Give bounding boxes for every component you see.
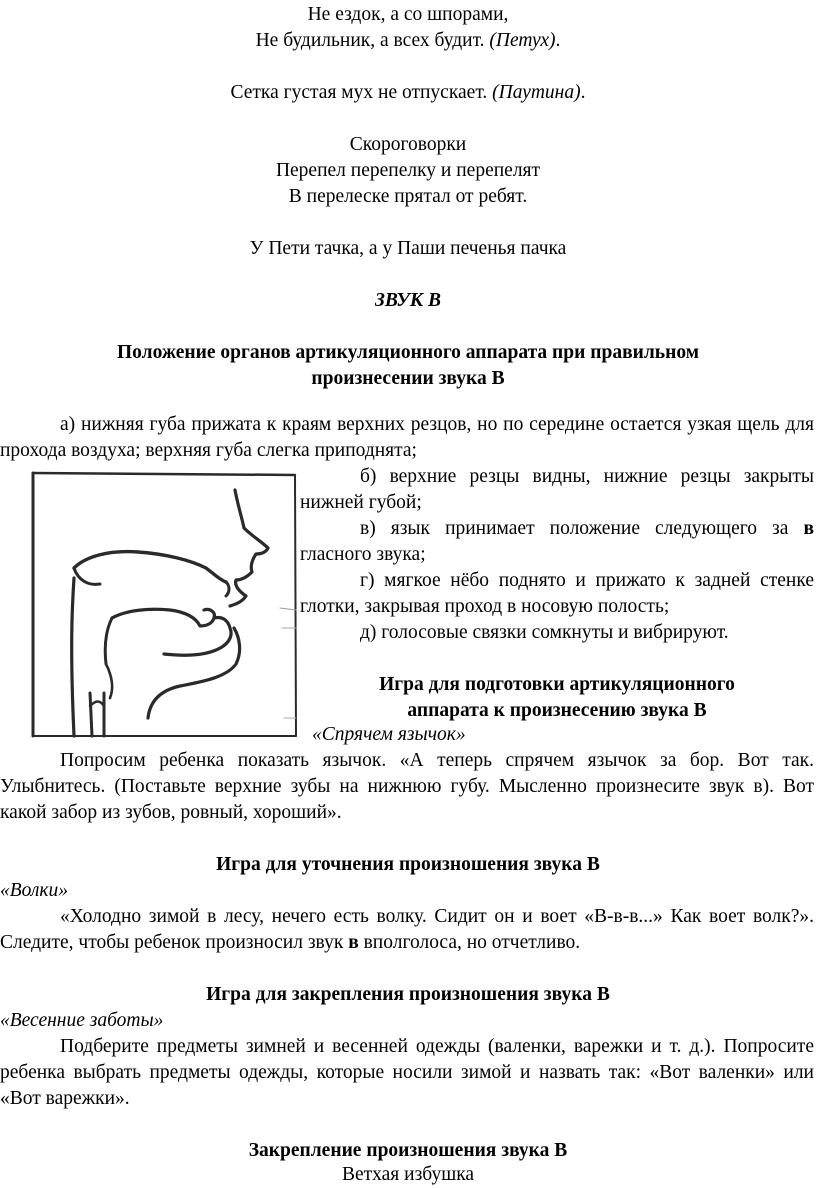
game-3-heading: Игра для закрепления произношения звука В [206, 984, 610, 1005]
riddle-1-period: . [555, 30, 561, 51]
tongue-twister-line-2: В перелеске прятал от ребят. [288, 186, 528, 207]
articulation-profile-icon [30, 468, 300, 740]
position-heading-line-1: Положение органов артикуляционного аппарата при правильном [117, 342, 699, 363]
articulation-diagram [30, 468, 300, 740]
game-2-text [0, 904, 814, 956]
game-2-text-bold: в [348, 932, 359, 953]
item-v-text: в) язык принимает положение следующего за [360, 518, 789, 539]
item-d: д) голосовые связки сомкнуты и вибрируют. [360, 622, 729, 643]
tongue-twister-line-1: Перепел перепелку и перепелят [275, 160, 541, 181]
item-a: а) нижняя губа прижата к краям верхних резцов, но по середине остается узкая щель для прохода воздуха; верхняя губа слегка приподнята; [0, 414, 814, 461]
game-1-heading-line-1: Игра для подготовки артикуляционного [379, 674, 735, 695]
riddle-2 [0, 80, 816, 106]
item-g: г) мягкое нёбо поднято и прижато к задней стенке глотки, закрывая проход в носовую полость; [300, 570, 814, 617]
game-3-text: Подберите предметы зимней и весенней одежды (валенки, варежки и т. д.). Попросите ребенка выбрать предметы одежды, которые носили зимой и назвать так: «Вот валенки» или «Вот варежки». [0, 1036, 814, 1109]
game-1-heading [300, 672, 814, 724]
game-2-heading: Игра для уточнения произношения звука В [216, 854, 600, 875]
game-3-name: «Весенние заботы» [0, 1010, 164, 1031]
tongue-twister-line-3: У Пети тачка, а у Паши печенья пачка [249, 238, 567, 259]
riddle-1-line-2: Не будильник, а всех будит. [255, 30, 485, 51]
riddle-1 [0, 2, 816, 54]
game-1-heading-line-2: аппарата к произнесению звука В [407, 700, 707, 721]
articulation-items [300, 464, 814, 724]
item-v-bold: в [803, 518, 814, 539]
riddle-2-period: . [580, 82, 586, 103]
riddle-1-line-1: Не ездок, а со шпорами, [307, 4, 509, 25]
position-heading [0, 340, 816, 392]
consolidation-heading: Закрепление произношения звука В [248, 1140, 568, 1161]
sound-title: ЗВУК В [375, 290, 441, 311]
tongue-twisters-heading: Скороговорки [349, 134, 467, 155]
game-2-text-end: вполголоса, но отчетливо. [363, 932, 581, 953]
tongue-twisters [0, 132, 816, 210]
item-v-text-end: гласного звука; [300, 544, 426, 565]
game-1-name: «Спрячем язычок» [312, 724, 466, 745]
position-heading-line-2: произнесении звука В [311, 368, 505, 389]
riddle-2-answer: (Паутина) [492, 82, 581, 103]
game-2-text-start: «Холодно зимой в лесу, нечего есть волку. Сидит он и воет «В-в-в...» Как воет волк?». Следите, чтобы ребенок произносил звук [0, 906, 814, 953]
game-1-text: Попросим ребенка показать язычок. «А теперь спрячем язычок за бор. Вот так. Улыбнитесь. (Поставьте верхние зубы на нижнюю губу. Мысленно произнесите звук в). Вот какой забор из зубов, ровный, хороший». [0, 750, 814, 823]
game-2-name: «Волки» [0, 880, 69, 901]
riddle-1-answer: (Петух) [489, 30, 556, 51]
item-b: б) верхние резцы видны, нижние резцы закрыты нижней губой; [300, 466, 814, 513]
consolidation-subtitle: Ветхая избушка [341, 1164, 475, 1185]
riddle-2-text: Сетка густая мух не отпускает. [230, 82, 488, 103]
item-v [300, 516, 814, 568]
